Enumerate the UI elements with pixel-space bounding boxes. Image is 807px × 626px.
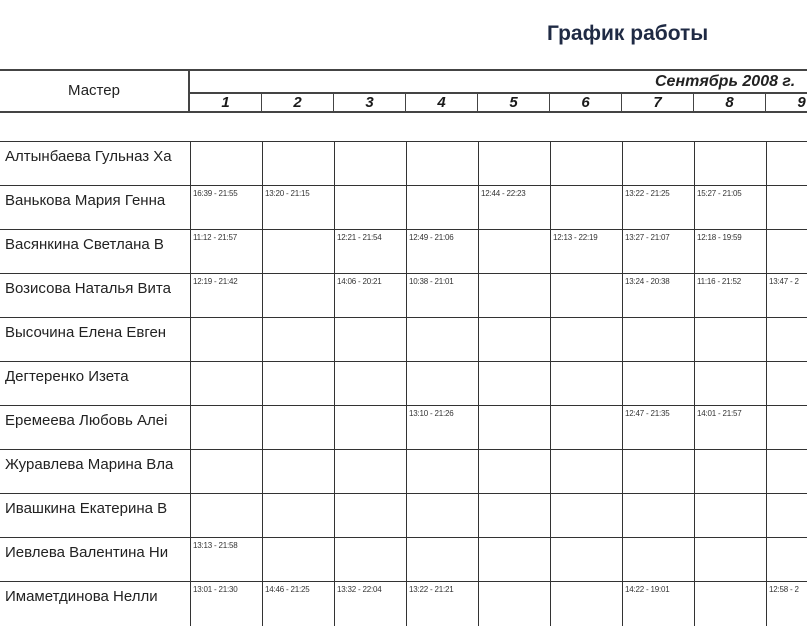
schedule-cell[interactable] [190, 142, 262, 186]
schedule-cell[interactable] [550, 582, 622, 626]
schedule-cell[interactable] [694, 538, 766, 582]
schedule-cell[interactable] [766, 362, 807, 406]
schedule-cell[interactable] [694, 318, 766, 362]
schedule-cell[interactable] [262, 362, 334, 406]
schedule-cell[interactable] [478, 318, 550, 362]
schedule-cell[interactable]: 12:47 - 21:35 [622, 406, 694, 450]
schedule-cell[interactable] [334, 142, 406, 186]
master-name: Ванькова Мария Генна [5, 192, 166, 209]
schedule-cell[interactable] [550, 450, 622, 494]
schedule-cell[interactable] [334, 362, 406, 406]
schedule-cell[interactable]: 11:16 - 21:52 [694, 274, 766, 318]
schedule-cell[interactable] [622, 450, 694, 494]
schedule-cell[interactable] [622, 538, 694, 582]
schedule-cell[interactable] [262, 450, 334, 494]
schedule-cell[interactable] [766, 142, 807, 186]
schedule-cell[interactable]: 12:49 - 21:06 [406, 230, 478, 274]
day-header-1: 1 [190, 94, 262, 111]
schedule-cell[interactable]: 12:44 - 22:23 [478, 186, 550, 230]
schedule-cell[interactable] [334, 318, 406, 362]
master-column-header: Мастер [0, 69, 190, 113]
schedule-cell[interactable] [406, 494, 478, 538]
table-row [0, 273, 807, 317]
schedule-cell[interactable] [334, 494, 406, 538]
schedule-cell[interactable] [694, 582, 766, 626]
table-row [0, 229, 807, 273]
schedule-cell[interactable]: 13:13 - 21:58 [190, 538, 262, 582]
schedule-cell[interactable]: 13:24 - 20:38 [622, 274, 694, 318]
table-row [0, 449, 807, 493]
day-header-7: 7 [622, 94, 694, 111]
schedule-cell[interactable] [622, 362, 694, 406]
day-header-2: 2 [262, 94, 334, 111]
schedule-cell[interactable] [406, 450, 478, 494]
schedule-cell[interactable] [478, 450, 550, 494]
schedule-cell[interactable]: 14:06 - 20:21 [334, 274, 406, 318]
schedule-cell[interactable] [406, 362, 478, 406]
schedule-cell[interactable] [406, 142, 478, 186]
day-header-4: 4 [406, 94, 478, 111]
schedule-cell[interactable]: 13:22 - 21:25 [622, 186, 694, 230]
schedule-cell[interactable]: 15:27 - 21:05 [694, 186, 766, 230]
schedule-cell[interactable]: 13:32 - 22:04 [334, 582, 406, 626]
day-header-8: 8 [694, 94, 766, 111]
schedule-cell[interactable] [478, 362, 550, 406]
schedule-cell[interactable] [190, 318, 262, 362]
schedule-cell[interactable] [550, 406, 622, 450]
schedule-cell[interactable] [478, 230, 550, 274]
schedule-cell[interactable] [550, 142, 622, 186]
schedule-cell[interactable]: 12:58 - 2 [766, 582, 807, 626]
table-row [0, 493, 807, 537]
schedule-cell[interactable] [766, 230, 807, 274]
schedule-cell[interactable] [406, 186, 478, 230]
schedule-cell[interactable]: 14:22 - 19:01 [622, 582, 694, 626]
master-name: Ивашкина Екатерина В [5, 500, 168, 517]
schedule-cell[interactable]: 12:13 - 22:19 [550, 230, 622, 274]
schedule-cell[interactable] [262, 406, 334, 450]
schedule-cell[interactable] [766, 538, 807, 582]
schedule-cell[interactable] [262, 142, 334, 186]
schedule-cell[interactable] [622, 494, 694, 538]
schedule-cell[interactable]: 12:21 - 21:54 [334, 230, 406, 274]
table-row [0, 405, 807, 449]
schedule-cell[interactable]: 12:19 - 21:42 [190, 274, 262, 318]
schedule-cell[interactable]: 14:46 - 21:25 [262, 582, 334, 626]
schedule-cell[interactable]: 13:10 - 21:26 [406, 406, 478, 450]
schedule-cell[interactable] [766, 406, 807, 450]
schedule-cell[interactable]: 12:18 - 19:59 [694, 230, 766, 274]
schedule-cell[interactable] [190, 362, 262, 406]
schedule-cell[interactable] [478, 274, 550, 318]
schedule-cell[interactable]: 13:20 - 21:15 [262, 186, 334, 230]
schedule-cell[interactable]: 13:22 - 21:21 [406, 582, 478, 626]
schedule-cell[interactable] [334, 450, 406, 494]
schedule-cell[interactable] [406, 318, 478, 362]
schedule-cell[interactable] [190, 406, 262, 450]
schedule-cell[interactable] [622, 142, 694, 186]
schedule-cell[interactable] [262, 230, 334, 274]
table-row [0, 361, 807, 405]
schedule-cell[interactable] [550, 538, 622, 582]
schedule-cell[interactable] [550, 186, 622, 230]
schedule-cell[interactable] [478, 582, 550, 626]
schedule-cell[interactable]: 11:12 - 21:57 [190, 230, 262, 274]
schedule-cell[interactable] [550, 494, 622, 538]
schedule-cell[interactable] [190, 494, 262, 538]
page-title: График работы [547, 22, 709, 45]
day-header-6: 6 [550, 94, 622, 111]
day-header-3: 3 [334, 94, 406, 111]
month-label: Сентябрь 2008 г. [655, 73, 796, 90]
schedule-cell[interactable] [190, 450, 262, 494]
master-name: Васянкина Светлана В [5, 236, 164, 253]
schedule-cell[interactable] [478, 406, 550, 450]
schedule-cell[interactable] [766, 494, 807, 538]
master-name: Высочина Елена Евген [5, 324, 167, 341]
schedule-cell[interactable] [262, 318, 334, 362]
day-header-9: 9 [766, 94, 807, 111]
table-row [0, 581, 807, 625]
table-row [0, 537, 807, 581]
schedule-cell[interactable] [262, 274, 334, 318]
master-name: Дегтеренко Изета [5, 368, 129, 385]
day-header-5: 5 [478, 94, 550, 111]
schedule-cell[interactable] [694, 450, 766, 494]
month-header [190, 69, 807, 92]
schedule-cell[interactable]: 13:47 - 2 [766, 274, 807, 318]
schedule-cell[interactable] [694, 494, 766, 538]
day-header-row [190, 92, 807, 113]
schedule-cell[interactable] [478, 494, 550, 538]
schedule-cell[interactable] [622, 318, 694, 362]
schedule-cell[interactable] [478, 538, 550, 582]
schedule-cell[interactable]: 16:39 - 21:55 [190, 186, 262, 230]
schedule-cell[interactable] [766, 450, 807, 494]
schedule-cell[interactable] [334, 186, 406, 230]
schedule-cell[interactable] [694, 142, 766, 186]
schedule-cell[interactable] [694, 362, 766, 406]
table-row [0, 185, 807, 229]
master-name: Имаметдинова Нелли [5, 588, 158, 605]
schedule-cell[interactable] [262, 494, 334, 538]
schedule-cell[interactable]: 13:27 - 21:07 [622, 230, 694, 274]
master-name: Журавлева Марина Вла [5, 456, 174, 473]
table-row [0, 317, 807, 361]
schedule-cell[interactable] [334, 406, 406, 450]
schedule-cell[interactable] [550, 318, 622, 362]
schedule-cell[interactable] [406, 538, 478, 582]
master-name: Возисова Наталья Вита [5, 280, 171, 297]
schedule-cell[interactable] [766, 318, 807, 362]
schedule-cell[interactable] [478, 142, 550, 186]
master-name: Алтынбаева Гульназ Ха [5, 148, 172, 165]
schedule-cell[interactable] [766, 186, 807, 230]
schedule-cell[interactable] [550, 274, 622, 318]
master-name: Еремеева Любовь Алеі [5, 412, 168, 429]
schedule-cell[interactable] [334, 538, 406, 582]
schedule-cell[interactable]: 10:38 - 21:01 [406, 274, 478, 318]
table-row [0, 141, 807, 185]
schedule-cell[interactable] [550, 362, 622, 406]
schedule-cell[interactable]: 14:01 - 21:57 [694, 406, 766, 450]
schedule-cell[interactable]: 13:01 - 21:30 [190, 582, 262, 626]
schedule-cell[interactable] [262, 538, 334, 582]
master-name: Иевлева Валентина Ни [5, 544, 169, 561]
